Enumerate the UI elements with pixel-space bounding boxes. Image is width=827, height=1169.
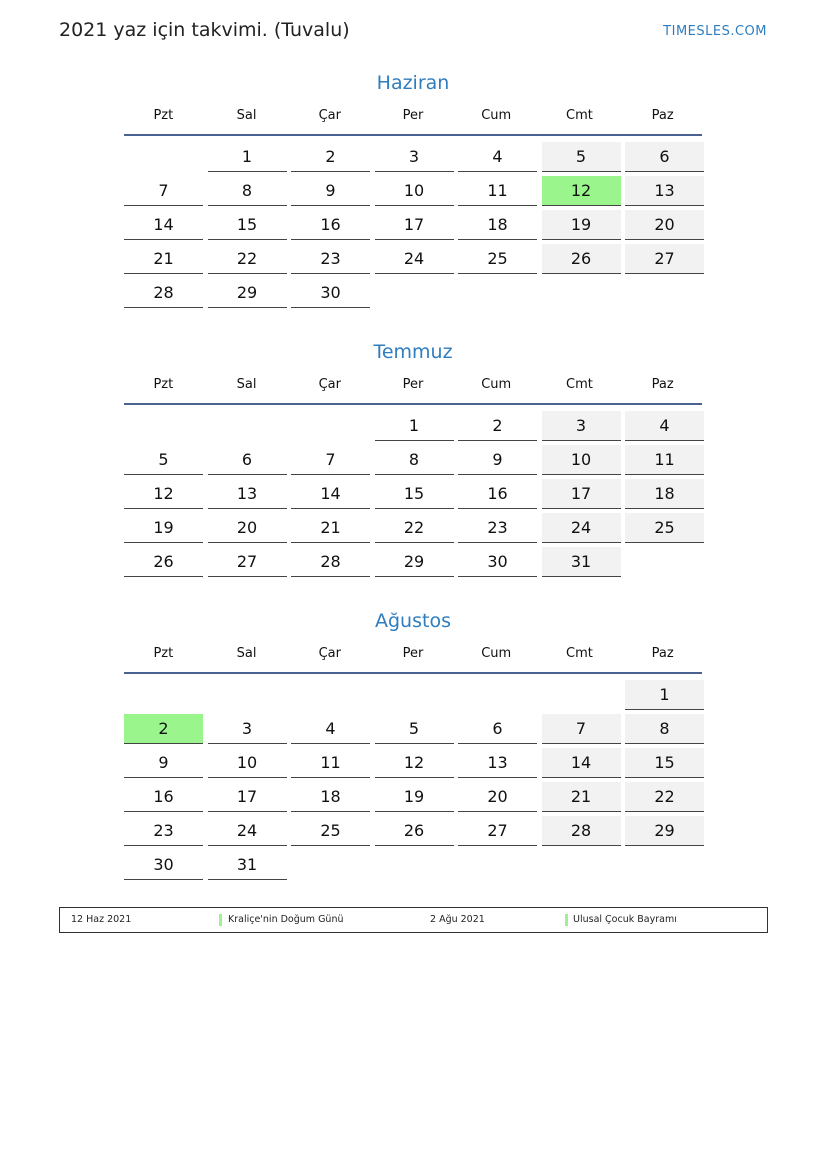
day-cell: 17 [542,479,621,509]
day-cell: 18 [291,782,370,812]
day-cell: 2 [291,142,370,172]
legend-holiday-name: Kraliçe'nin Doğum Günü [228,914,344,925]
day-cell: 13 [208,479,287,509]
day-cell: 27 [458,816,537,846]
holiday-day-cell: 12 [542,176,621,206]
day-cell: 25 [625,513,704,543]
weekday-header [124,106,702,136]
day-cell: 24 [542,513,621,543]
legend-holiday-name: Ulusal Çocuk Bayramı [573,914,677,925]
day-grid [124,680,702,880]
weekday-label: Cum [481,377,512,392]
weekday-label: Pzt [153,377,174,392]
day-cell: 11 [458,176,537,206]
day-cell: 19 [375,782,454,812]
day-cell: 13 [625,176,704,206]
day-cell: 4 [291,714,370,744]
day-grid [124,142,702,308]
month-calendar-july [124,339,702,577]
weekday-label: Cmt [566,377,593,392]
day-cell: 25 [458,244,537,274]
day-cell: 19 [542,210,621,240]
day-cell: 22 [625,782,704,812]
day-cell: 21 [124,244,203,274]
day-cell: 18 [458,210,537,240]
month-title: Ağustos [375,610,451,632]
empty-cell [124,680,203,710]
legend-date: 12 Haz 2021 [71,914,132,925]
day-cell: 20 [625,210,704,240]
day-cell: 9 [458,445,537,475]
day-cell: 17 [208,782,287,812]
weekday-label: Cmt [566,108,593,123]
day-cell: 25 [291,816,370,846]
month-title: Haziran [376,72,450,94]
day-cell: 11 [625,445,704,475]
day-cell: 12 [124,479,203,509]
day-cell: 1 [625,680,704,710]
weekday-label: Per [402,377,424,392]
day-cell: 20 [458,782,537,812]
holiday-day-cell: 2 [124,714,203,744]
day-cell: 16 [124,782,203,812]
day-cell: 24 [375,244,454,274]
weekday-label: Sal [236,108,257,123]
empty-cell [458,680,537,710]
day-cell: 14 [124,210,203,240]
day-cell: 8 [375,445,454,475]
day-cell: 29 [208,278,287,308]
day-cell: 4 [625,411,704,441]
empty-cell [291,411,370,441]
day-cell: 5 [375,714,454,744]
day-cell: 3 [375,142,454,172]
weekday-label: Paz [651,108,674,123]
weekday-label: Pzt [153,646,174,661]
day-cell: 6 [458,714,537,744]
holiday-color-swatch [219,914,222,926]
day-cell: 6 [208,445,287,475]
day-cell: 6 [625,142,704,172]
day-cell: 14 [542,748,621,778]
day-grid [124,411,702,577]
brand-link[interactable]: TIMESLES.COM [663,24,767,39]
day-cell: 1 [375,411,454,441]
day-cell: 23 [124,816,203,846]
day-cell: 27 [208,547,287,577]
weekday-label: Per [402,108,424,123]
weekday-label: Per [402,646,424,661]
weekday-label: Sal [236,646,257,661]
day-cell: 10 [375,176,454,206]
day-cell: 26 [542,244,621,274]
day-cell: 1 [208,142,287,172]
day-cell: 23 [291,244,370,274]
empty-cell [124,142,203,172]
day-cell: 19 [124,513,203,543]
day-cell: 13 [458,748,537,778]
day-cell: 7 [291,445,370,475]
day-cell: 29 [375,547,454,577]
weekday-header [124,375,702,405]
month-title: Temmuz [373,341,453,363]
legend-date: 2 Ağu 2021 [430,914,485,925]
day-cell: 2 [458,411,537,441]
day-cell: 30 [291,278,370,308]
day-cell: 15 [208,210,287,240]
day-cell: 18 [625,479,704,509]
day-cell: 8 [208,176,287,206]
day-cell: 26 [375,816,454,846]
day-cell: 28 [291,547,370,577]
day-cell: 10 [542,445,621,475]
weekday-label: Pzt [153,108,174,123]
weekday-label: Paz [651,646,674,661]
empty-cell [124,411,203,441]
weekday-header [124,644,702,674]
empty-cell [542,680,621,710]
day-cell: 9 [124,748,203,778]
weekday-label: Çar [318,108,341,123]
day-cell: 11 [291,748,370,778]
day-cell: 3 [208,714,287,744]
day-cell: 17 [375,210,454,240]
weekday-label: Cum [481,108,512,123]
weekday-label: Cum [481,646,512,661]
day-cell: 30 [458,547,537,577]
day-cell: 16 [458,479,537,509]
empty-cell [208,411,287,441]
weekday-label: Paz [651,377,674,392]
day-cell: 21 [542,782,621,812]
day-cell: 7 [124,176,203,206]
day-cell: 28 [124,278,203,308]
day-cell: 31 [208,850,287,880]
weekday-label: Çar [318,377,341,392]
page-title: 2021 yaz için takvimi. (Tuvalu) [59,19,350,41]
day-cell: 28 [542,816,621,846]
day-cell: 23 [458,513,537,543]
day-cell: 5 [124,445,203,475]
day-cell: 9 [291,176,370,206]
empty-cell [208,680,287,710]
day-cell: 5 [542,142,621,172]
day-cell: 20 [208,513,287,543]
day-cell: 4 [458,142,537,172]
day-cell: 26 [124,547,203,577]
holiday-color-swatch [565,914,568,926]
weekday-label: Çar [318,646,341,661]
day-cell: 29 [625,816,704,846]
empty-cell [291,680,370,710]
month-calendar-august [124,608,702,880]
day-cell: 27 [625,244,704,274]
empty-cell [375,680,454,710]
day-cell: 31 [542,547,621,577]
day-cell: 24 [208,816,287,846]
day-cell: 10 [208,748,287,778]
weekday-label: Cmt [566,646,593,661]
day-cell: 15 [625,748,704,778]
day-cell: 12 [375,748,454,778]
weekday-label: Sal [236,377,257,392]
day-cell: 16 [291,210,370,240]
holiday-legend [59,907,768,933]
day-cell: 30 [124,850,203,880]
day-cell: 3 [542,411,621,441]
day-cell: 21 [291,513,370,543]
month-calendar-june [124,70,702,308]
day-cell: 22 [375,513,454,543]
day-cell: 15 [375,479,454,509]
day-cell: 7 [542,714,621,744]
day-cell: 14 [291,479,370,509]
day-cell: 22 [208,244,287,274]
day-cell: 8 [625,714,704,744]
